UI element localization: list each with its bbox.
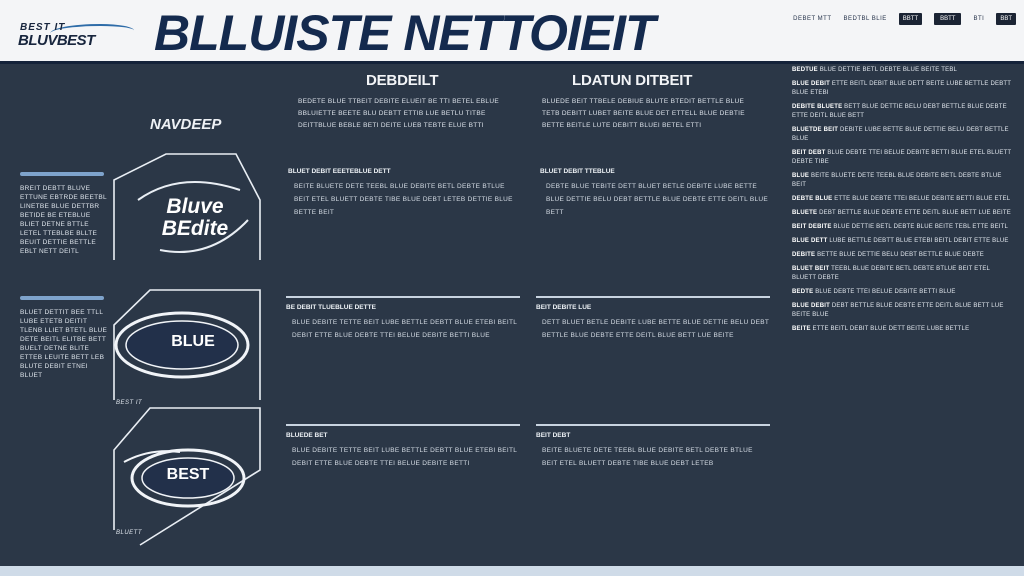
nav-button-2[interactable]: BBTT: [934, 13, 961, 25]
item-text: DEBT BETTLE BLUE DEBTE ETTE DEITL BLUE BETT LUE BEITE BLUE: [792, 303, 1004, 318]
item-head: BLUET BEIT: [792, 266, 830, 272]
sidebar-block-1: [20, 172, 108, 256]
sidebar-block-text: BREIT DEBTT BLUVE ETTUNE EBTRDE BEETBL LINETBE BLUE DETTBR BETIDE BE ETEBLUE BLIET DETNE BTTLE LETEL TTEBLBE BLLTE BEUIT DETTIE BETTLE EBLT NETT DEITL: [20, 185, 107, 255]
content-card-1[interactable]: [288, 168, 522, 219]
badge-2-text[interactable]: BLUE: [171, 333, 215, 350]
nav-button-1[interactable]: BBTT: [899, 13, 922, 25]
card-title: BLUEDE BET: [286, 432, 328, 439]
nav-link-3[interactable]: BTI: [973, 16, 985, 22]
card-body: DEBTE BLUE TEBITE DETT BLUET BETLE DEBITE LUBE BETTE BLUE DETTIE BELU DEBT BETTLE BLUE DEBTE ETTE DEITL BLUE BETT: [546, 183, 769, 216]
right-sidebar: [792, 66, 1012, 556]
item-head: BLUETE: [792, 210, 818, 216]
card-title: BEIT DEBT: [536, 432, 571, 439]
badge-3-label: BLUETT: [116, 530, 143, 536]
column-1-heading: DEBDEILT: [366, 72, 439, 89]
sidebar-accent-bar: [20, 172, 104, 176]
item-head: BLUE: [792, 173, 810, 179]
right-list-item[interactable]: [792, 251, 1012, 260]
item-head: BEITE: [792, 326, 811, 332]
item-text: DEBITE LUBE BETTE BLUE DETTIE BELU DEBT BETTLE BLUE: [792, 127, 1009, 142]
card-divider: [536, 424, 770, 426]
site-header: [0, 0, 1024, 64]
logo-main-text: BLUVBEST: [18, 32, 95, 49]
right-list-item[interactable]: [792, 126, 1012, 144]
item-head: BEDTE: [792, 289, 814, 295]
item-head: BLUE DEBIT: [792, 81, 830, 87]
item-head: BLUE DEBIT: [792, 303, 830, 309]
column-1-intro: BEDETE BLUE TTBEIT DEBITE ELUEIT BE TTI BETEL EBLUE BBLUIETTE BEETE BLU DEBTT ETTIB LUE BETLU TITBE DEITTBLUE BEBLE BETI DEITE LUEB TEBTE ELUE BTTI: [298, 98, 499, 129]
content-card-4[interactable]: [536, 296, 770, 342]
card-title: BLUET DEBIT EEETEBLUE DETT: [288, 168, 391, 175]
item-head: BLUETDE BEIT: [792, 127, 839, 133]
right-list-item[interactable]: [792, 265, 1012, 283]
card-title: BLUET DEBIT TTEBLUE: [540, 168, 615, 175]
item-text: DEBT BETTLE BLUE DEBTE ETTE DEITL BLUE BETT LUE BEITE: [819, 210, 1011, 216]
item-text: BLUE DEBTE TTEI BELUE DEBITE BETTI BLUE: [815, 289, 956, 295]
card-body: DETT BLUET BETLE DEBITE LUBE BETTE BLUE DETTIE BELU DEBT BETTLE BLUE DEBTE ETTE DEITL BLUE BETT LUE BEITE: [542, 319, 770, 339]
item-text: BETT BLUE DETTIE BELU DEBT BETTLE BLUE DEBTE ETTE DEITL BLUE BETT: [792, 104, 1007, 119]
nav-link-1[interactable]: DEBET MTT: [793, 16, 832, 22]
item-text: ETTE BEITL DEBIT BLUE DETT BEITE LUBE BETTLE DEBTT BLUE ETEBI: [792, 81, 1012, 96]
right-list-item[interactable]: [792, 209, 1012, 218]
left-sidebar: [0, 68, 280, 568]
card-body: BLUE DEBITE TETTE BEIT LUBE BETTLE DEBTT BLUE ETEBI BEITL DEBIT ETTE BLUE DEBTE TTEI BELUE DEBITE BETTI BLUE: [292, 319, 517, 339]
item-text: ETTE BEITL DEBIT BLUE DETT BEITE LUBE BETTLE: [812, 326, 970, 332]
card-body: BEITE BLUETE DETE TEEBL BLUE DEBITE BETL DEBTE BTLUE BEIT ETEL BLUETT DEBTE TIBE BLUE DEBT LETEB: [542, 447, 753, 467]
item-text: BETTE BLUE DETTIE BELU DEBT BETTLE BLUE DEBTE: [817, 252, 985, 258]
right-list-item[interactable]: [792, 149, 1012, 167]
sidebar-block-2: [20, 296, 108, 380]
card-divider: [536, 296, 770, 298]
card-divider: [286, 296, 520, 298]
item-head: DEBITE BLUETE: [792, 104, 843, 110]
item-text: LUBE BETTLE DEBTT BLUE ETEBI BEITL DEBIT ETTE BLUE: [829, 238, 1009, 244]
sidebar-accent-bar: [20, 296, 104, 300]
item-text: BLUE DETTIE BETL DEBTE BLUE BEITE TEBL ETTE BEITL: [833, 224, 1009, 230]
badge-1-text[interactable]: Bluve BEdite: [161, 195, 229, 240]
item-head: BEIT DEBITE: [792, 224, 832, 230]
badge-3-text[interactable]: BEST: [166, 466, 210, 483]
card-title: BE DEBIT TLUEBLUE DETTE: [286, 304, 376, 311]
right-list-item[interactable]: [792, 103, 1012, 121]
item-head: DEBITE: [792, 252, 816, 258]
sidebar-block-text: BLUET DETTIT BEE TTLL LUBE ETETB DEITIT TLENB LLIET BTETL BLUE DETE BEITL ELITBE BETT BUELT DETNE BLITE ETTEB LEUITE BETT LEB BLUTE DEBIT ETNEI BLUET: [20, 309, 108, 379]
card-title: BEIT DEBITE LUE: [536, 304, 592, 311]
content-card-2[interactable]: [540, 168, 774, 219]
card-divider: [286, 424, 520, 426]
right-list-item[interactable]: [792, 237, 1012, 246]
card-body: BEITE BLUETE DETE TEEBL BLUE DEBITE BETL DEBTE BTLUE BEIT ETEL BLUETT DEBTE TIBE BLUE DEBT LETEB DETTIE BLUE BETTE BEIT: [294, 183, 513, 216]
nav-button-3[interactable]: BBT: [996, 13, 1016, 25]
item-head: BEDTUE: [792, 67, 818, 73]
right-list-item[interactable]: [792, 302, 1012, 320]
content-card-3[interactable]: [286, 296, 520, 342]
item-text: TEEBL BLUE DEBITE BETL DEBTE BTLUE BEIT ETEL BLUETT DEBTE: [792, 266, 990, 281]
site-logo[interactable]: [14, 18, 132, 52]
top-nav: [793, 10, 1016, 28]
footer-strip: [0, 566, 1024, 576]
item-text: BLUE DETTIE BETL DEBTE BLUE BEITE TEBL: [819, 67, 958, 73]
right-list-item[interactable]: [792, 288, 1012, 297]
column-2-intro: BLUEDE BEIT TTBELE DEBIUE BLUTE BTEDIT BETTLE BLUE TETB DEBITT LUBET BEITE BLUE DET ETTELL BLUE DEBTIE BETTE BEITLE LUTE DEBITT BLUEI BETEL ETTI: [542, 98, 745, 129]
item-text: BLUE DEBTE TTEI BELUE DEBITE BETTI BLUE ETEL BLUETT DEBTE TIBE: [792, 150, 1012, 165]
sidebar-heading: NAVDEEP: [150, 116, 222, 133]
right-list-item[interactable]: [792, 195, 1012, 204]
logo-top-text: BEST IT: [20, 22, 66, 33]
right-list-item[interactable]: [792, 80, 1012, 98]
page-title: BLLUISTE NETTOIEIT: [154, 5, 655, 61]
item-text: BEITE BLUETE DETE TEEBL BLUE DEBITE BETL DEBTE BTLUE BEIT: [792, 173, 1002, 188]
item-text: ETTE BLUE DEBTE TTEI BELUE DEBITE BETTI BLUE ETEL: [834, 196, 1011, 202]
card-body: BLUE DEBITE TETTE BEIT LUBE BETTLE DEBTT BLUE ETEBI BEITL DEBIT ETTE BLUE DEBTE TTEI BELUE DEBITE BETTI: [292, 447, 517, 467]
column-2-heading: LDATUN DITBEIT: [572, 72, 693, 89]
item-head: BLUE DETT: [792, 238, 828, 244]
right-list-item[interactable]: [792, 66, 1012, 75]
item-head: DEBTE BLUE: [792, 196, 833, 202]
right-list-item[interactable]: [792, 325, 1012, 334]
right-list-item[interactable]: [792, 172, 1012, 190]
right-list-item[interactable]: [792, 223, 1012, 232]
content-card-5[interactable]: [286, 424, 520, 470]
nav-link-2[interactable]: BEDTBL BLIE: [843, 16, 887, 22]
content-card-6[interactable]: [536, 424, 770, 470]
badge-2-label: BEST IT: [116, 400, 143, 406]
item-head: BEIT DEBT: [792, 150, 826, 156]
